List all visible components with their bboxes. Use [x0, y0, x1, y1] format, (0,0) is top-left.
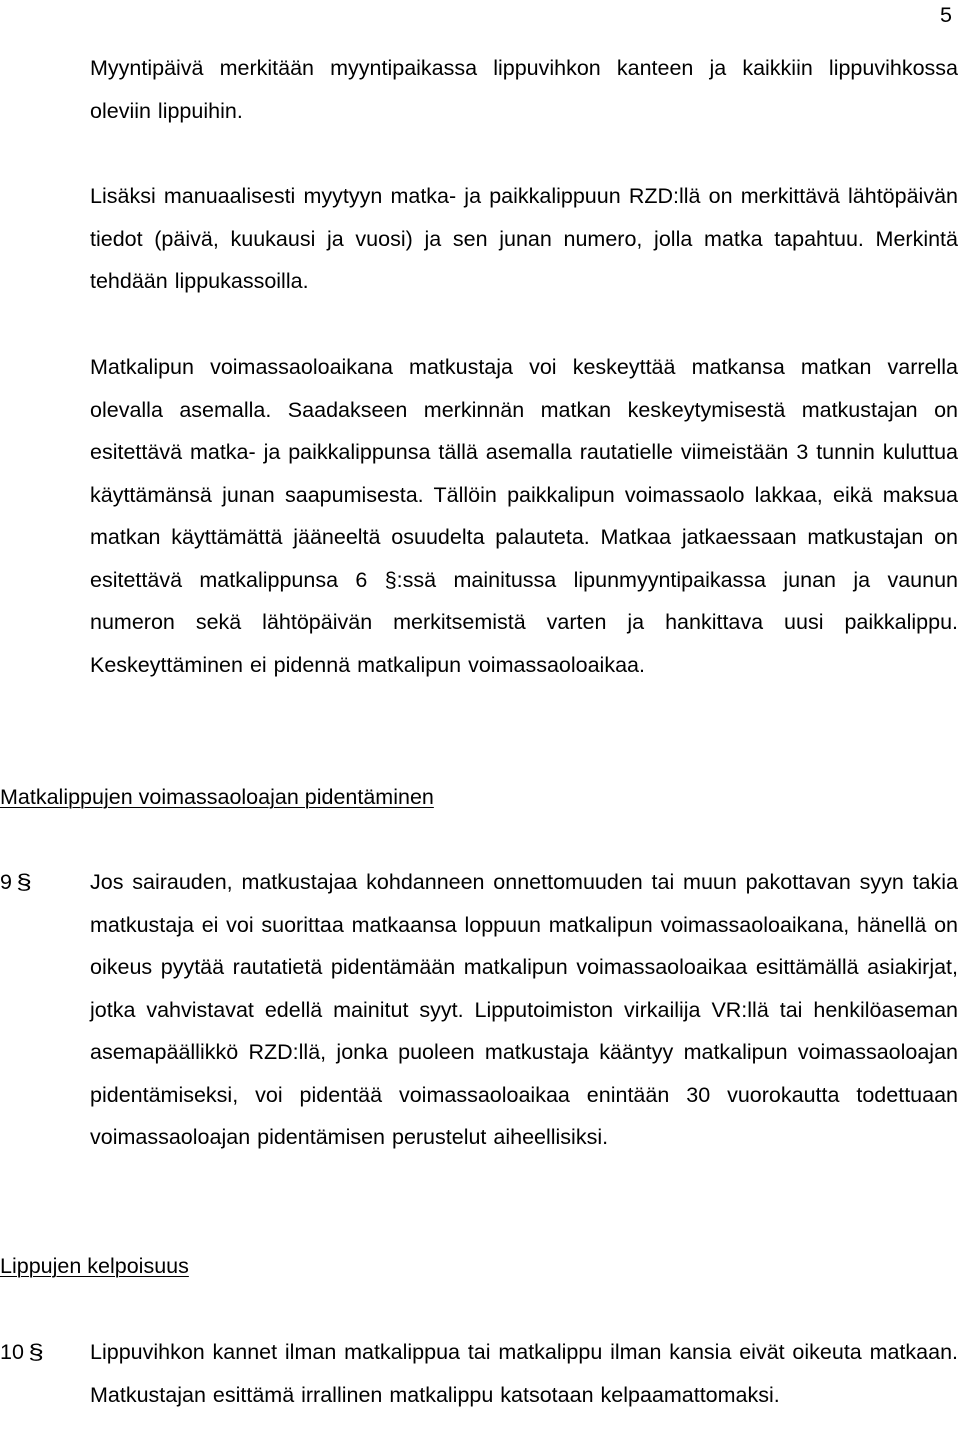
section-heading-ticket-validity: Lippujen kelpoisuus	[0, 1254, 189, 1278]
section-9-text: Jos sairauden, matkustajaa kohdanneen onnettomuuden tai muun pakottavan syyn takia matkustaja ei voi suorittaa matkaansa loppuun matkalipun voimassaoloaikana, hänellä on oikeus pyytää rautatietä pidentämään matkalipun voimassaoloaikaa esittämällä asiakirjat, jotka vahvistavat edellä mainitut syyt. Lipputoimiston virkailija VR:llä tai henkilöaseman asemapäällikkö RZD:llä, jonka puoleen matkustaja kääntyy matkalipun voimassaoloajan pidentämiseksi, voi pidentää voimassaoloaikaa enintään 30 vuorokautta todettuaan voimassaoloajan pidentämisen perustelut aiheellisiksi.	[90, 870, 958, 1149]
section-symbol: §	[16, 870, 32, 894]
section-10-text: Lippuvihkon kannet ilman matkalippua tai matkalippu ilman kansia eivät oikeuta matkaan. Matkustajan esittämä irrallinen matkalippu katsotaan kelpaamattomaksi.	[90, 1340, 958, 1407]
paragraph-journey-interruption: Matkalipun voimassaoloaikana matkustaja voi keskeyttää matkansa matkan varrella olevalla asemalla. Saadakseen merkinnän matkan keskeytymisestä matkustajan on esitettävä matka- ja paikkalippunsa tällä asemalla rautatielle viimeistään 3 tunnin kuluttua käyttämänsä junan saapumisesta. Tällöin paikkalipun voimassaolo lakkaa, eikä maksua matkan käyttämättä jääneeltä osuudelta palauteta. Matkaa jatkaessaan matkustajan on esitettävä matkalippunsa 6 §:ssä mainitussa lipunmyyntipaikassa junan ja vaunun numeron sekä lähtöpäivän merkitsemistä varten ja hankittava uusi paikkalippu. Keskeyttäminen ei pidennä matkalipun voimassaoloaikaa.	[90, 355, 958, 677]
section-number-10	[0, 1331, 42, 1374]
section-symbol: §	[28, 1340, 44, 1364]
section-heading-validity-extension: Matkalippujen voimassaoloajan pidentäminen	[0, 785, 434, 809]
paragraph-sales-date: Myyntipäivä merkitään myyntipaikassa lippuvihkon kanteen ja kaikkiin lippuvihkossa oleviin lippuihin.	[90, 56, 958, 123]
section-number-9	[0, 861, 30, 904]
page-number: 5	[940, 3, 952, 27]
section-number: 9	[0, 870, 12, 894]
section-number: 10	[0, 1340, 24, 1364]
paragraph-manual-sale-marking: Lisäksi manuaalisesti myytyyn matka- ja paikkalippuun RZD:llä on merkittävä lähtöpäivän tiedot (päivä, kuukausi ja vuosi) ja sen junan numero, jolla matka tapahtuu. Merkintä tehdään lippukassoilla.	[90, 184, 958, 293]
